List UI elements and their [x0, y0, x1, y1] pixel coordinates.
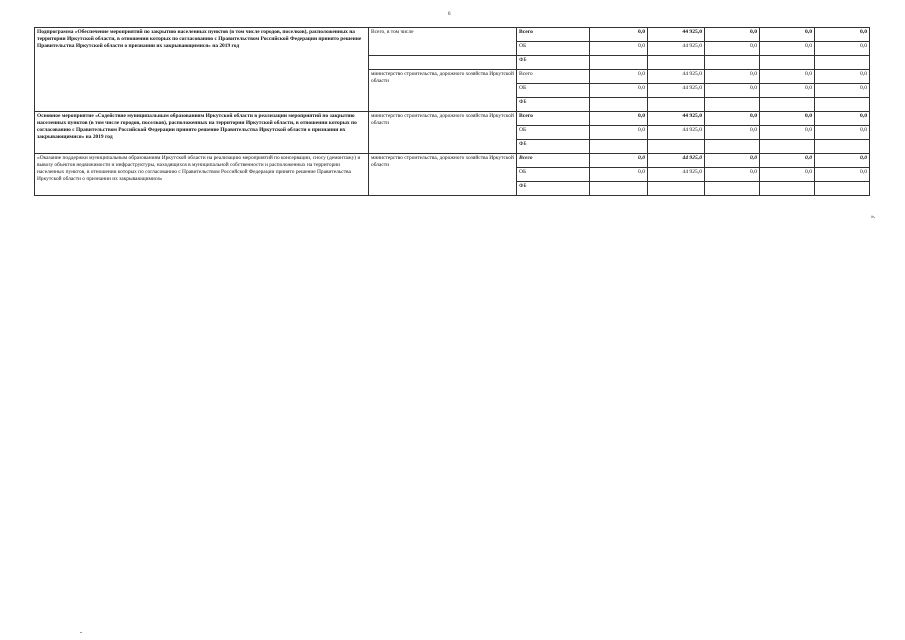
amount-cell: 0,0 [815, 154, 870, 168]
program-description: «Оказание поддержки муниципальным образованиям Иркутской области на реализацию мероприятий по консервации, сносу (демонтажу) и вывозу объектов недвижимости и инфраструктуры, находящихся в муниципальной собственности и расположенных на территории населенных пунктов, в отношении которых по согласованию с Правительством Российской Федерации принято решение Правительства Иркутской области о признании их закрывающимися» [35, 154, 369, 196]
responsible-executor [369, 56, 517, 70]
amount-cell: 44 925,0 [648, 112, 705, 126]
funding-source: Всего [517, 154, 590, 168]
amount-cell: 0,0 [705, 112, 760, 126]
amount-cell [815, 98, 870, 112]
amount-cell: 44 925,0 [648, 168, 705, 182]
amount-cell: 0,0 [590, 154, 648, 168]
amount-cell: 0,0 [590, 28, 648, 42]
amount-cell: 0,0 [590, 42, 648, 56]
amount-cell: 0,0 [705, 42, 760, 56]
amount-cell: 0,0 [815, 84, 870, 98]
amount-cell: 0,0 [815, 28, 870, 42]
responsible-executor: Всего, в том числе [369, 28, 517, 56]
amount-cell: 44 925,0 [648, 84, 705, 98]
amount-cell: 0,0 [705, 168, 760, 182]
amount-cell: 0,0 [590, 70, 648, 84]
amount-cell: 0,0 [705, 154, 760, 168]
amount-cell: 0,0 [815, 42, 870, 56]
amount-cell [705, 98, 760, 112]
funding-source: Всего [517, 70, 590, 84]
funding-source: ОБ [517, 84, 590, 98]
amount-cell: 0,0 [760, 126, 815, 140]
amount-cell [815, 140, 870, 154]
funding-source: ФБ [517, 56, 590, 70]
amount-cell: 44 925,0 [648, 28, 705, 42]
amount-cell: 0,0 [760, 70, 815, 84]
amount-cell: 0,0 [760, 28, 815, 42]
table-row [35, 112, 870, 126]
budget-table [34, 27, 870, 196]
responsible-executor: министерство строительства, дорожного хозяйства Иркутской области [369, 112, 517, 154]
amount-cell [705, 140, 760, 154]
table-row [35, 154, 870, 168]
amount-cell: 44 925,0 [648, 70, 705, 84]
amount-cell [590, 182, 648, 196]
amount-cell [760, 182, 815, 196]
amount-cell [590, 140, 648, 154]
amount-cell: 0,0 [705, 126, 760, 140]
amount-cell [590, 56, 648, 70]
amount-cell: 0,0 [705, 70, 760, 84]
amount-cell: 0,0 [590, 84, 648, 98]
amount-cell [760, 140, 815, 154]
funding-source: ОБ [517, 42, 590, 56]
amount-cell [705, 56, 760, 70]
amount-cell: 0,0 [705, 84, 760, 98]
amount-cell [815, 56, 870, 70]
amount-cell: 0,0 [760, 112, 815, 126]
program-description: Подпрограмма «Обеспечение мероприятий по закрытию населенных пунктов (в том числе городов, поселков), расположенных на территории Иркутской области, в отношении которых по согласованию с Правительством Российской Федерации принято решение Правительства Иркутской области о признании их закрывающимися» на 2019 год [35, 28, 369, 112]
table-row [35, 28, 870, 42]
closing-quote-mark: ». [871, 214, 876, 220]
amount-cell: 0,0 [760, 154, 815, 168]
amount-cell: 0,0 [760, 84, 815, 98]
page-number: 6 [448, 12, 451, 17]
amount-cell: 0,0 [815, 126, 870, 140]
funding-source: ФБ [517, 182, 590, 196]
funding-source: Всего [517, 112, 590, 126]
amount-cell [648, 98, 705, 112]
funding-source: ОБ [517, 126, 590, 140]
amount-cell: 0,0 [590, 112, 648, 126]
amount-cell [590, 98, 648, 112]
amount-cell [760, 98, 815, 112]
amount-cell: 44 925,0 [648, 154, 705, 168]
amount-cell: 44 925,0 [648, 126, 705, 140]
responsible-executor: министерство строительства, дорожного хозяйства Иркутской области [369, 70, 517, 112]
amount-cell [760, 56, 815, 70]
amount-cell: 0,0 [760, 168, 815, 182]
amount-cell [648, 56, 705, 70]
responsible-executor: министерство строительства, дорожного хозяйства Иркутской области [369, 154, 517, 196]
amount-cell [815, 182, 870, 196]
amount-cell: 44 925,0 [648, 42, 705, 56]
amount-cell [648, 140, 705, 154]
scan-speck [80, 632, 82, 633]
amount-cell [705, 182, 760, 196]
amount-cell: 0,0 [815, 168, 870, 182]
funding-source: ОБ [517, 168, 590, 182]
amount-cell [648, 182, 705, 196]
funding-source: ФБ [517, 98, 590, 112]
amount-cell: 0,0 [590, 126, 648, 140]
amount-cell: 0,0 [590, 168, 648, 182]
amount-cell: 0,0 [815, 70, 870, 84]
funding-source: ФБ [517, 140, 590, 154]
amount-cell: 0,0 [815, 112, 870, 126]
amount-cell: 0,0 [705, 28, 760, 42]
funding-source: Всего [517, 28, 590, 42]
program-description: Основное мероприятие «Содействие муниципальным образованиям Иркутской области в реализации мероприятий по закрытию населенных пунктов (в том числе городов, поселков), расположенных на территории Иркутской области, в отношении которых по согласованию с Правительством Российской Федерации принято решение Правительства Иркутской области о признании их закрывающимися» на 2019 год [35, 112, 369, 154]
amount-cell: 0,0 [760, 42, 815, 56]
